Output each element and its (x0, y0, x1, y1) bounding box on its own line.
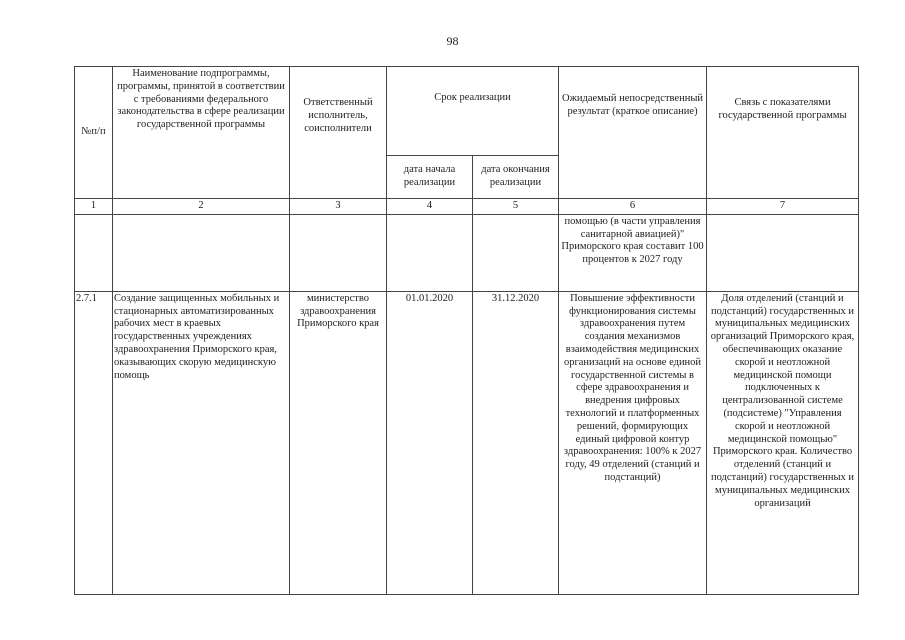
column-number: 1 (75, 199, 113, 215)
column-number: 5 (473, 199, 559, 215)
row-result: Повышение эффективности функционирования системы здравоохранения путем создания механизмов взаимодействия медицинских организаций на основе единой государственной системы в сфере здравоохранения и внедрения цифровых технологий и платформенных решений, формирующих единый цифровой контур здравоохранения: 100% к 2027 году, 49 отделений (станций и подстанций) (559, 291, 707, 594)
row-num: 2.7.1 (75, 291, 113, 594)
program-table (74, 66, 859, 595)
column-number: 2 (113, 199, 290, 215)
row-end: 31.12.2020 (473, 291, 559, 594)
row-num (75, 214, 113, 291)
page-number: 98 (446, 34, 459, 48)
row-start: 01.01.2020 (387, 291, 473, 594)
row-start (387, 214, 473, 291)
row-link: Доля отделений (станций и подстанций) государственных и муниципальных медицинских организаций Приморского края, обеспечивающих оказание скорой и неотложной медицинской помощи подключенных к централизованной системе (подсистеме) "Управления скорой и неотложной медицинской помощью" Приморского края. Количество отделений (станций и подстанций) государственных и муниципальных медицинских организаций (707, 291, 859, 594)
header-result: Ожидаемый непосредственный результат (краткое описание) (559, 67, 707, 199)
row-name: Создание защищенных мобильных и стационарных автоматизированных рабочих мест в краевых государственных учреждениях здравоохранения Приморского края, оказывающих скорую медицинскую помощь (113, 291, 290, 594)
row-link (707, 214, 859, 291)
column-number: 7 (707, 199, 859, 215)
header-link: Связь с показателями государственной программы (707, 67, 859, 199)
row-executor: министерство здравоохранения Приморского края (290, 291, 387, 594)
row-executor (290, 214, 387, 291)
column-number: 3 (290, 199, 387, 215)
column-number: 4 (387, 199, 473, 215)
header-term: Срок реализации (387, 67, 559, 156)
row-name (113, 214, 290, 291)
column-number: 6 (559, 199, 707, 215)
table-row (75, 214, 859, 291)
header-start: дата начала реализации (387, 156, 473, 199)
table-row (75, 291, 859, 594)
row-end (473, 214, 559, 291)
column-number-row (75, 199, 859, 215)
header-name: Наименование подпрограммы, программы, принятой в соответствии с требованиями федерального законодательства в сфере реализации государственной программы (113, 67, 290, 199)
row-result: помощью (в части управления санитарной авиацией)" Приморского края составит 100 процентов к 2027 году (559, 214, 707, 291)
header-num: №п/п (75, 67, 113, 199)
header-end: дата окончания реализации (473, 156, 559, 199)
header-executor: Ответственный исполнитель, соисполнители (290, 67, 387, 199)
